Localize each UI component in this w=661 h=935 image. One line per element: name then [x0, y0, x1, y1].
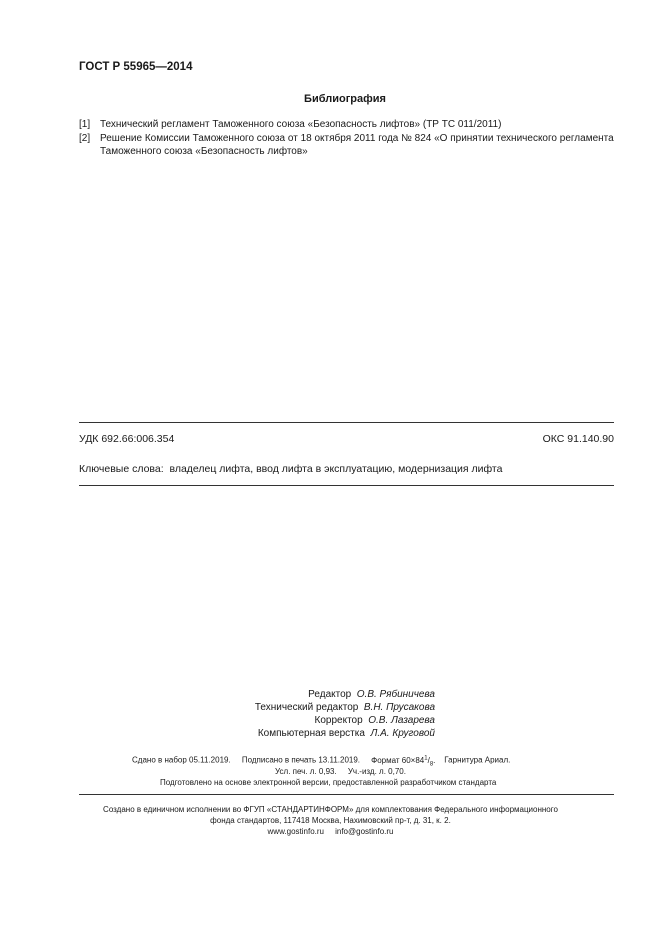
- publisher-email: info@gostinfo.ru: [335, 827, 394, 836]
- imprint-typeface: Гарнитура Ариал.: [444, 755, 511, 765]
- publisher-website: www.gostinfo.ru: [267, 827, 324, 836]
- imprint-line: [132, 755, 510, 767]
- divider: [79, 422, 614, 423]
- credit-name: О.В. Лазарева: [368, 715, 435, 726]
- credit-role: Технический редактор: [254, 702, 359, 713]
- standard-code: ГОСТ Р 55965—2014: [79, 61, 193, 73]
- bibliography-title: Библиография: [304, 93, 386, 105]
- bibliography-item-number: [1]: [79, 119, 91, 130]
- imprint-typeset-date: Сдано в набор 05.11.2019.: [132, 755, 231, 765]
- publisher-contacts: [0, 827, 661, 836]
- imprint-source-note: Подготовлено на основе электронной версии, предоставленной разработчиком стандарта: [160, 778, 497, 787]
- imprint-publisher-sheets: Уч.-изд. л. 0,70.: [347, 767, 406, 776]
- bibliography-item-text: Решение Комиссии Таможенного союза от 18 октября 2011 года № 824 «О принятии технического регламента: [100, 133, 614, 144]
- publisher-line: Создано в единичном исполнении во ФГУП «СТАНДАРТИНФОРМ» для комплектования Федерального информационного: [103, 805, 558, 814]
- oks-code: ОКС 91.140.90: [542, 433, 614, 445]
- publisher-address: фонда стандартов, 117418 Москва, Нахимовский пр-т, д. 31, к. 2.: [210, 816, 451, 825]
- imprint-format: Формат $60\times 84^1/_8$.: [371, 755, 436, 768]
- credit-line: [315, 715, 435, 726]
- divider: [79, 794, 614, 795]
- keywords-line: [79, 463, 502, 475]
- keywords-label: Ключевые слова:: [79, 463, 164, 475]
- credit-line: [255, 702, 435, 713]
- imprint-line: [275, 767, 406, 776]
- credit-role: Компьютерная верстка: [257, 728, 365, 739]
- imprint-print-sheets: Усл. печ. л. 0,93.: [275, 767, 337, 776]
- credit-name: Л.А. Круговой: [370, 728, 435, 739]
- bibliography-item-number: [2]: [79, 133, 91, 144]
- credit-role: Корректор: [314, 715, 363, 726]
- bibliography-item-text: Технический регламент Таможенного союза «Безопасность лифтов» (ТР ТС 011/2011): [100, 119, 502, 130]
- credit-name: О.В. Рябиничева: [356, 689, 435, 700]
- bibliography-item-text-continued: Таможенного союза «Безопасность лифтов»: [100, 146, 308, 157]
- credit-role: Редактор: [308, 689, 352, 700]
- divider: [79, 485, 614, 486]
- keywords-value: владелец лифта, ввод лифта в эксплуатацию, модернизация лифта: [169, 463, 503, 475]
- credit-line: [308, 689, 435, 700]
- udc-code: УДК 692.66:006.354: [79, 433, 175, 445]
- credit-line: [258, 728, 435, 739]
- imprint-signed-date: Подписано в печать 13.11.2019.: [241, 755, 361, 765]
- credit-name: В.Н. Прусакова: [363, 702, 435, 713]
